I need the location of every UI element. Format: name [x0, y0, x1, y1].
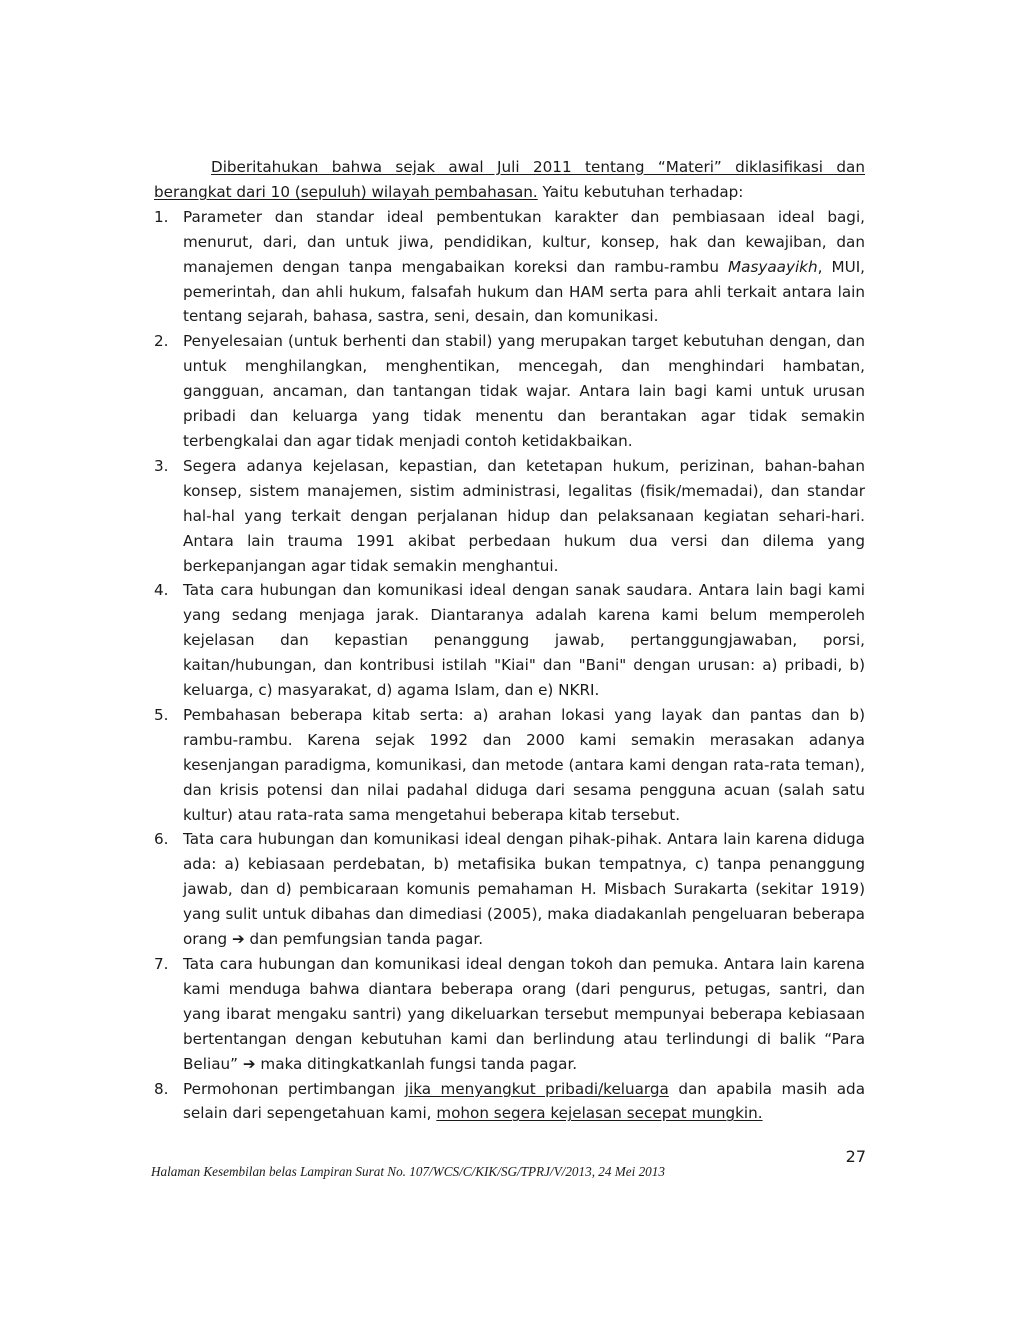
list-item-underlined-text: jika menyangkut pribadi/keluarga	[404, 1079, 669, 1098]
list-item-number: 2.	[154, 332, 169, 351]
list-item-text: Segera adanya kejelasan, kepastian, dan ketetapan hukum, perizinan, bahan-bahan konsep, sistem manajemen, sistim administrasi, legalitas (fisik/memadai), dan standar hal-hal yang terkait dengan perjalanan hidup dan pelaksanaan kegiatan sehari-hari. Antara lain trauma 1991 akibat perbedaan hukum dua versi dan dilema yang berkepanjangan agar tidak semakin menghantui.	[183, 456, 865, 575]
list-item	[154, 578, 865, 703]
list-item-text: Permohonan pertimbangan	[183, 1079, 405, 1098]
list-item	[154, 205, 865, 330]
right-arrow-icon: ➔	[231, 930, 245, 949]
list-item-number: 3.	[154, 456, 169, 475]
list-item-number: 6.	[154, 830, 169, 849]
list-item	[154, 1077, 865, 1127]
list-item-text: Tata cara hubungan dan komunikasi ideal dengan sanak saudara. Antara lain bagi kami yang sedang menjaga jarak. Diantaranya adalah karena kami belum memperoleh kejelasan dan kepastian penanggung jawab, pertanggungjawaban, porsi, kaitan/hubungan, dan kontribusi istilah "Kiai" dan "Bani" dengan urusan: a) pribadi, b) keluarga, c) masyarakat, d) agama Islam, dan e) NKRI.	[183, 581, 865, 700]
intro-text: Yaitu kebutuhan terhadap:	[537, 182, 744, 201]
list-item-number: 7.	[154, 955, 169, 973]
list-item	[154, 454, 865, 579]
list-item-underlined-text: mohon segera kejelasan secepat mungkin.	[436, 1104, 763, 1123]
list-item-number: 4.	[154, 581, 169, 600]
list-item-text: Parameter dan standar ideal pembentukan karakter dan pembiasaan ideal bagi, menurut, dari, dan untuk jiwa, pendidikan, kultur, konsep, hak dan kewajiban, dan manajemen dengan tanpa mengabaikan koreksi dan rambu-rambu	[183, 207, 865, 276]
list-item-text: Penyelesaian (untuk berhenti dan stabil) yang merupakan target kebutuhan dengan, dan untuk menghilangkan, menghentikan, mencegah, dan menghindari hambatan, gangguan, ancaman, dan tantangan tidak wajar. Antara lain bagi kami untuk urusan pribadi dan keluarga yang tidak menentu dan berantakan agar tidak semakin terbengkalai dan agar tidak menjadi contoh ketidakbaikan.	[183, 332, 865, 450]
list-item-text: Pembahasan beberapa kitab serta: a) arahan lokasi yang layak dan pantas dan b) rambu-rambu. Karena sejak 1992 dan 2000 kami semakin merasakan adanya kesenjangan paradigma, komunikasi, dan metode (antara kami dengan rata-rata teman), dan krisis potensi dan nilai padahal diduga dari sesama pengguna acuan (salah satu kultur) atau rata-rata sama mengetahui beberapa kitab tersebut.	[183, 705, 865, 824]
list-item-text: maka ditingkatkanlah fungsi tanda pagar.	[255, 1054, 578, 1073]
list-item	[154, 329, 865, 454]
page-footer: Halaman Kesembilan belas Lampiran Surat No. 107/WCS/C/KIK/SG/TPRJ/V/2013, 24 Mei 2013	[151, 1164, 665, 1179]
list-item-text: dan pemfungsian tanda pagar.	[244, 930, 484, 949]
page-number: 27	[845, 1147, 866, 1166]
list-item	[154, 703, 865, 828]
list-item	[154, 952, 865, 1077]
list-item-text: Tata cara hubungan dan komunikasi ideal dengan pihak-pihak. Antara lain karena diduga ada: a) kebiasaan perdebatan, b) metafisika bukan tempatnya, c) tanpa penanggung jawab, dan d) pembicaraan komunis pemahaman H. Misbach Surakarta (sekitar 1919) yang sulit untuk dibahas dan dimediasi (2005), maka diadakanlah pengeluaran beberapa orang	[183, 830, 865, 949]
document-body	[154, 155, 865, 1126]
list-item-text: Tata cara hubungan dan komunikasi ideal dengan tokoh dan pemuka. Antara lain karena kami menduga bahwa diantara beberapa orang (dari pengurus, petugas, santri, dan yang ibarat mengaku santri) yang dikeluarkan tersebut mempunyai beberapa kebiasaan bertentangan dengan kebutuhan kami dan berlindung atau terlindungi di balik “Para Beliau”	[183, 955, 865, 1073]
list-item	[154, 827, 865, 952]
list-item-number: 5.	[154, 705, 169, 724]
list-item-text: dan apabila masih ada selain dari sepengetahuan kami,	[183, 1079, 866, 1123]
list-item-text: , MUI, pemerintah, dan ahli hukum, falsafah hukum dan HAM serta para ahli terkait antara lain tentang sejarah, bahasa, sastra, seni, desain, dan komunikasi.	[183, 257, 866, 326]
list-item-number: 8.	[154, 1079, 169, 1098]
list-item-number: 1.	[154, 207, 169, 226]
needs-list	[154, 205, 865, 1127]
intro-paragraph	[154, 155, 865, 205]
right-arrow-icon: ➔	[242, 1054, 256, 1073]
intro-underlined-text: Diberitahukan bahwa sejak awal Juli 2011 tentang “Materi” diklasifikasi dan berangkat dari 10 (sepuluh) wilayah pembahasan.	[154, 158, 865, 201]
list-item-emphasis: Masyaayikh	[728, 257, 818, 276]
